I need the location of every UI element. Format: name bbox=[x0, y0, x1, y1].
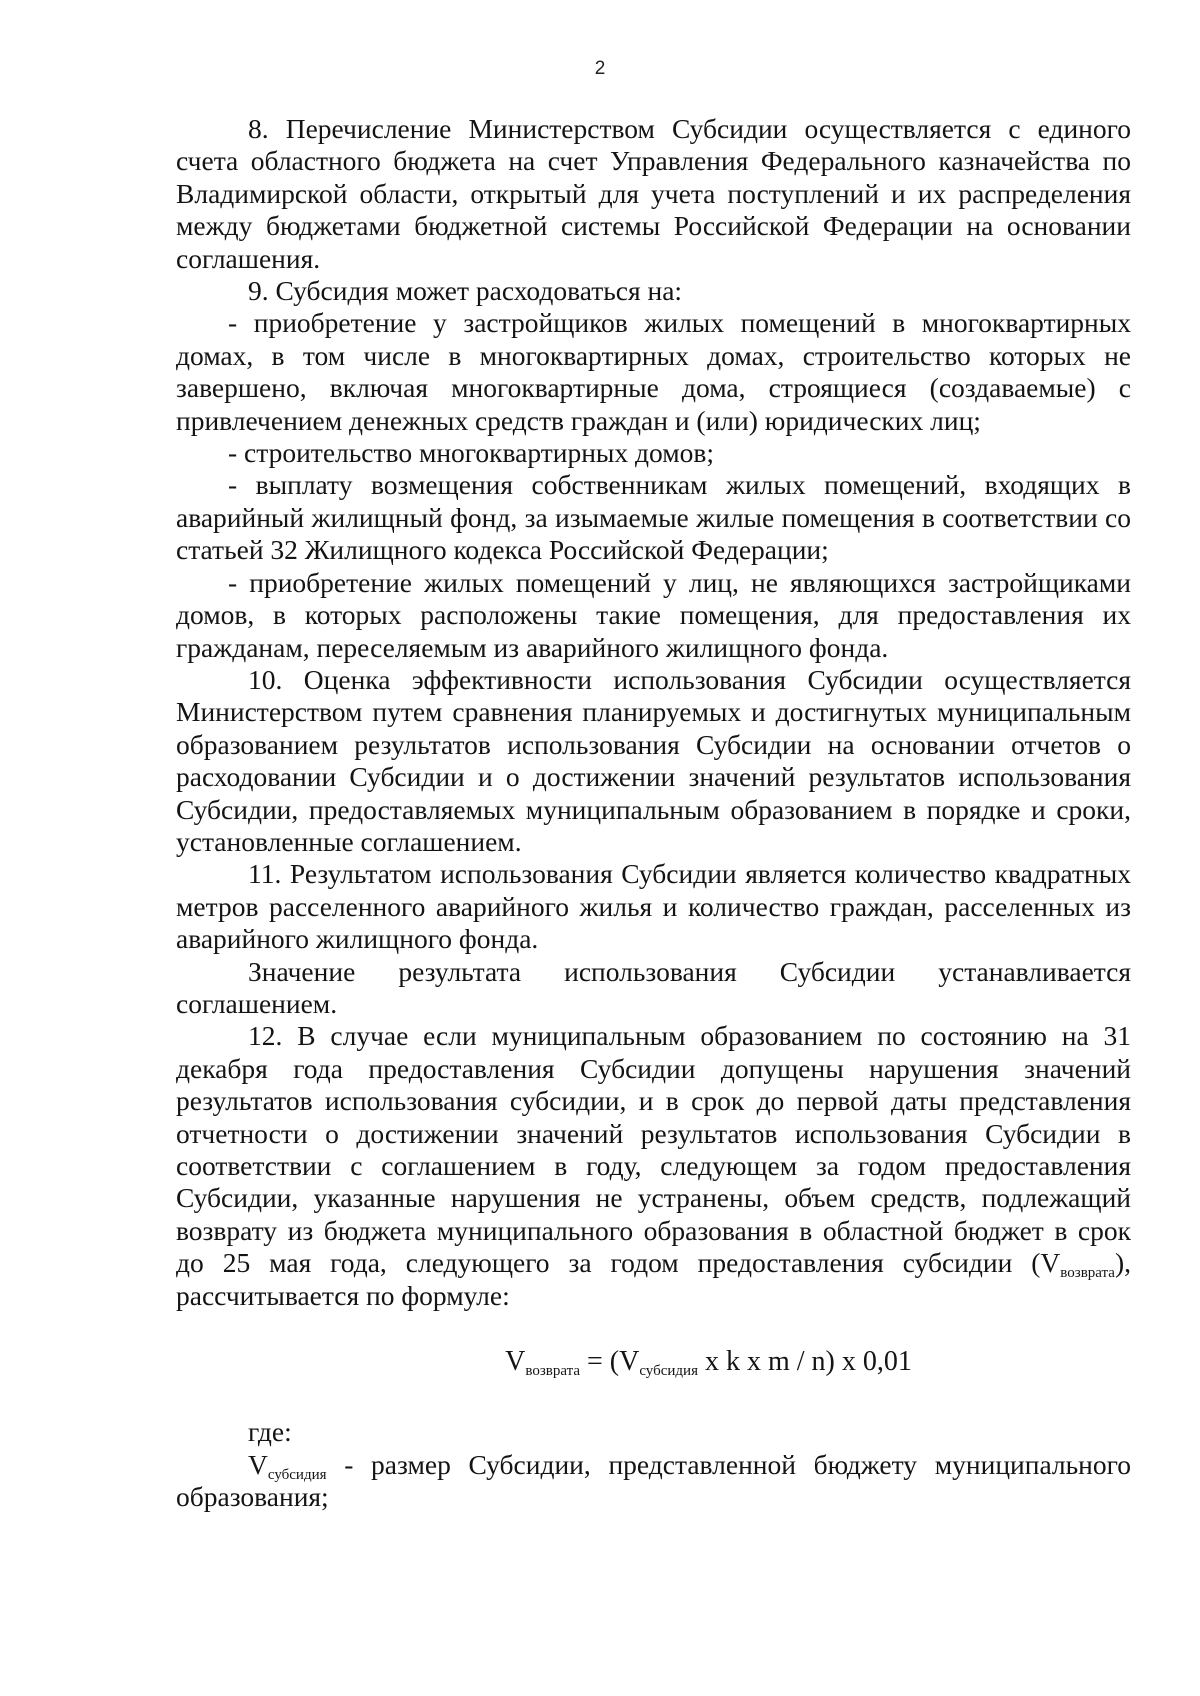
paragraph-12 bbox=[176, 1020, 1131, 1312]
formula-lhs-subscript: возврата bbox=[525, 1363, 580, 1380]
document-body bbox=[176, 113, 1131, 1514]
paragraph-11: 11. Результатом использования Субсидии является количество квадратных метров расселенного аварийного жилья и количество граждан, расселенных из аварийного жилищного фонда. bbox=[176, 858, 1131, 955]
paragraph-9: 9. Субсидия может расходоваться на: bbox=[248, 275, 683, 307]
paragraph-12-text: 12. В случае если муниципальным образованием по состоянию на 31 декабря года предоставления Субсидии допущены нарушения значений результатов использования субсидии, и в срок до первой даты представления отчетности о достижении значений результатов использования Субсидии в соответствии с соглашением в году, следующем за годом предоставления Субсидии, указанные нарушения не устранены, объем средств, подлежащий возврату из бюджета муниципального образования в областной бюджет в срок до 25 мая года, следующего за годом предоставления субсидии (V bbox=[176, 1020, 1131, 1279]
formula-rhs-tail: x k x m / n) x 0,01 bbox=[697, 1346, 912, 1378]
paragraph-12-tail: ), рассчитывается по формуле: bbox=[176, 1247, 1131, 1311]
list-item: - приобретение жилых помещений у лиц, не являющихся застройщиками домов, в которых расположены такие помещения, для предоставления их гражданам, переселяемым из аварийного жилищного фонда. bbox=[176, 566, 1131, 663]
page-number: 2 bbox=[594, 58, 606, 79]
return-formula bbox=[176, 1346, 1131, 1378]
formula-lhs-base: V bbox=[505, 1346, 526, 1378]
v-subsidy-definition-text: - размер Субсидии, представленной бюджету муниципального образования; bbox=[176, 1448, 1131, 1513]
formula-rhs-subscript: субсидия bbox=[639, 1363, 698, 1380]
list-item: - приобретение у застройщиков жилых помещений в многоквартирных домах, в том числе в многоквартирных домах, строительство которых не завершено, включая многоквартирные дома, строящиеся (создаваемые) с привлечением денежных средств граждан и (или) юридических лиц; bbox=[176, 307, 1131, 436]
list-item: - выплату возмещения собственникам жилых помещений, входящих в аварийный жилищный фонд, за изымаемые жилые помещения в соответствии со статьей 32 Жилищного кодекса Российской Федерации; bbox=[176, 469, 1131, 566]
where-label: где: bbox=[248, 1416, 292, 1448]
v-subsidy-base: V bbox=[248, 1448, 268, 1480]
list-item: - строительство многоквартирных домов; bbox=[228, 437, 715, 469]
paragraph-8: 8. Перечисление Министерством Субсидии осуществляется с единого счета областного бюджета на счет Управления Федерального казначейства по Владимирской области, открытый для учета поступлений и их распределения между бюджетами бюджетной системы Российской Федерации на основании соглашения. bbox=[176, 113, 1131, 274]
formula-eq-open: = (V bbox=[580, 1346, 640, 1378]
paragraph-11-value: Значение результата использования Субсидии устанавливается соглашением. bbox=[176, 955, 1131, 1019]
paragraph-10: 10. Оценка эффективности использования Субсидии осуществляется Министерством путем сравнения планируемых и достигнутых муниципальным образованием результатов использования Субсидии на основании отчетов о расходовании Субсидии и о достижении значений результатов использования Субсидии, предоставляемых муниципальным образованием в порядке и сроки, установленные соглашением. bbox=[176, 663, 1131, 857]
v-return-subscript: возврата bbox=[1060, 1265, 1115, 1282]
v-subsidy-subscript: субсидия bbox=[267, 1466, 327, 1483]
v-subsidy-definition bbox=[176, 1449, 1131, 1514]
